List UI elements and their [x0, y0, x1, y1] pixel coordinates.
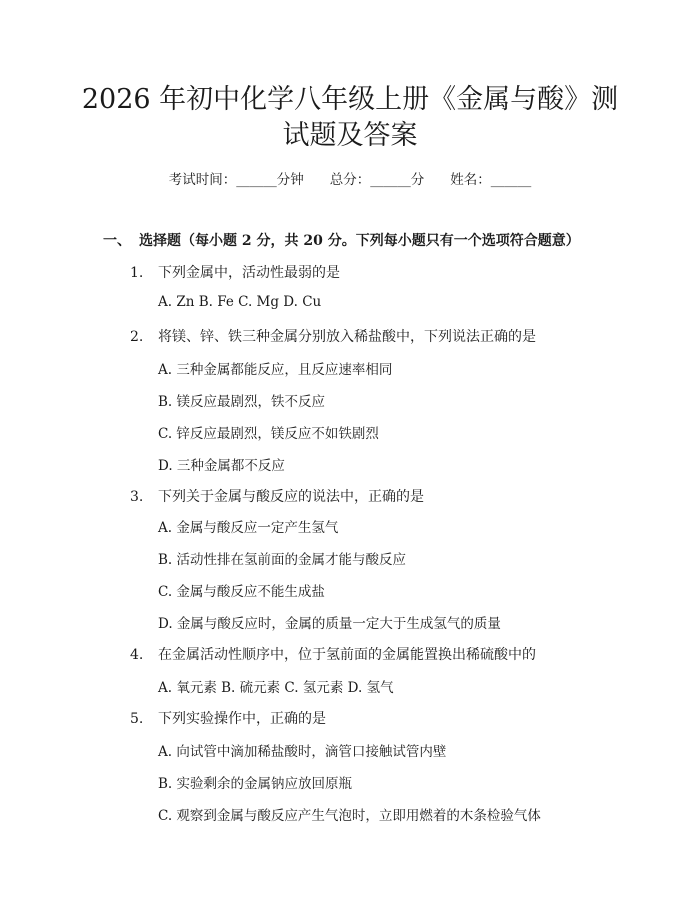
total-score-label: 总分：______分	[329, 172, 425, 188]
question-2-option-c: C. 锌反应最剧烈，镁反应不如铁剧烈	[158, 426, 379, 442]
question-1	[130, 262, 340, 282]
question-3-option-c: C. 金属与酸反应不能生成盐	[158, 584, 325, 600]
question-text: 下列实验操作中，正确的是	[158, 711, 326, 727]
question-2-option-d: D. 三种金属都不反应	[158, 458, 285, 474]
section-number: 一、	[103, 233, 131, 249]
exam-meta-row	[0, 168, 700, 188]
question-2-option-b: B. 镁反应最剧烈，铁不反应	[158, 394, 326, 410]
question-text: 下列关于金属与酸反应的说法中，正确的是	[158, 489, 424, 505]
question-3-option-d: D. 金属与酸反应时，金属的质量一定大于生成氢气的质量	[158, 616, 501, 632]
question-4	[130, 644, 536, 664]
question-text: 在金属活动性顺序中，位于氢前面的金属能置换出稀硫酸中的	[158, 647, 536, 663]
question-5-option-c: C. 观察到金属与酸反应产生气泡时，立即用燃着的木条检验气体	[158, 808, 541, 824]
question-4-options: A. 氧元素 B. 硫元素 C. 氢元素 D. 氢气	[158, 680, 394, 696]
question-3-option-a: A. 金属与酸反应一定产生氢气	[158, 520, 339, 536]
question-2	[130, 326, 536, 346]
section-heading	[103, 230, 580, 250]
question-5-option-b: B. 实验剩余的金属钠应放回原瓶	[158, 776, 353, 792]
question-number: 2.	[130, 329, 144, 345]
student-name-label: 姓名：______	[450, 172, 532, 188]
section-title: 选择题（每小题 2 分，共 20 分。下列每小题只有一个选项符合题意）	[139, 233, 580, 249]
question-text: 下列金属中，活动性最弱的是	[158, 265, 340, 281]
exam-time-label: 考试时间：______分钟	[168, 172, 304, 188]
question-number: 3.	[130, 489, 144, 505]
question-number: 4.	[130, 647, 144, 663]
question-3-option-b: B. 活动性排在氢前面的金属才能与酸反应	[158, 552, 407, 568]
question-number: 1.	[130, 265, 144, 281]
question-3	[130, 486, 424, 506]
question-number: 5.	[130, 711, 144, 727]
question-2-option-a: A. 三种金属都能反应，且反应速率相同	[158, 362, 393, 378]
question-1-options: A. Zn B. Fe C. Mg D. Cu	[158, 294, 322, 310]
exam-title-line-1: 2026 年初中化学八年级上册《金属与酸》测	[81, 84, 619, 115]
question-5	[130, 708, 326, 728]
exam-title-line-2: 试题及答案	[282, 120, 418, 151]
question-text: 将镁、锌、铁三种金属分别放入稀盐酸中，下列说法正确的是	[158, 329, 536, 345]
question-5-option-a: A. 向试管中滴加稀盐酸时，滴管口接触试管内壁	[158, 744, 447, 760]
